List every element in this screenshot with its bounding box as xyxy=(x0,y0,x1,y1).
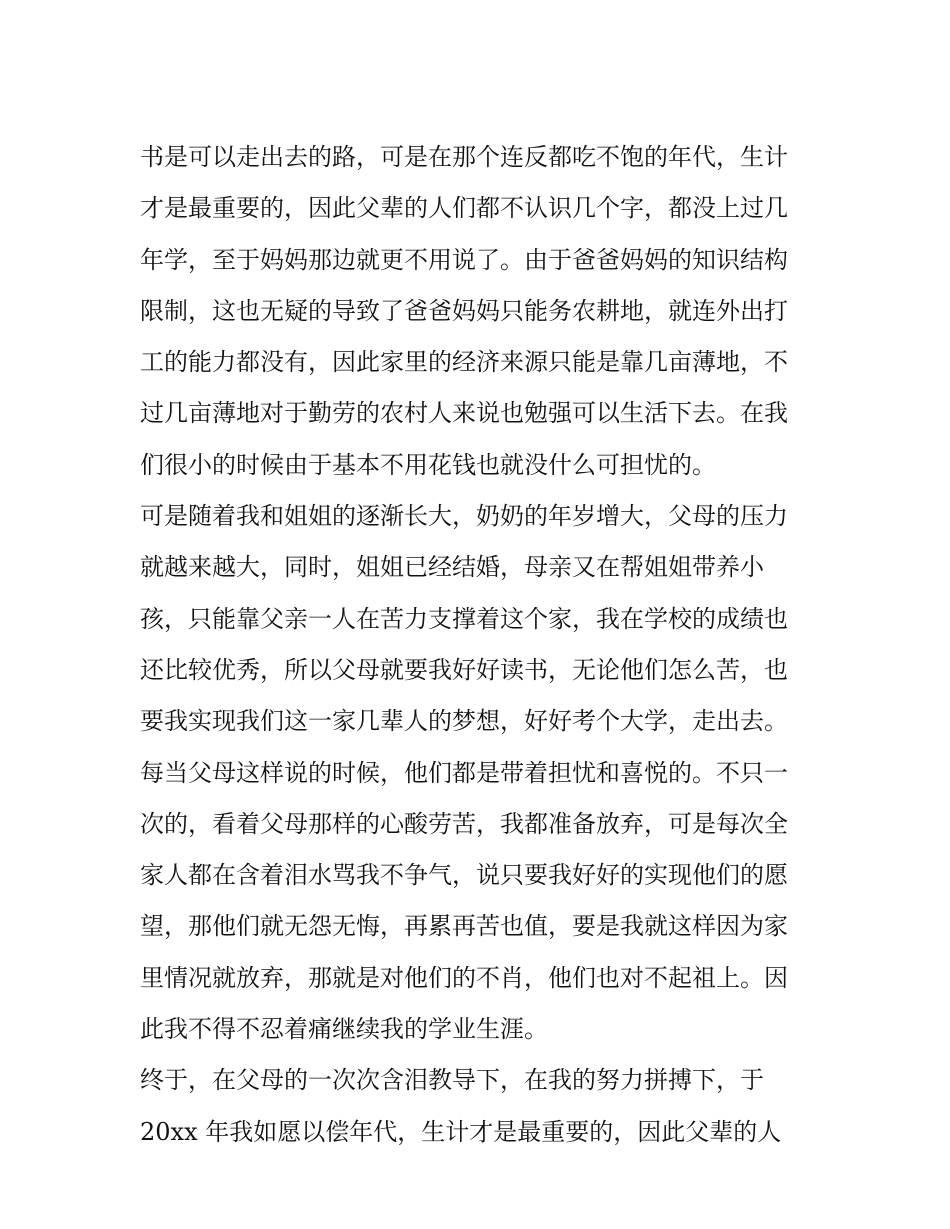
text-line-11: 还比较优秀，所以父母就要我好好读书，无论他们怎么苦，也 xyxy=(140,655,788,684)
text-line-4: 限制，这也无疑的导致了爸爸妈妈只能务农耕地，就连外出打 xyxy=(140,296,788,325)
text-line-10: 孩，只能靠父亲一人在苦力支撑着这个家，我在学校的成绩也 xyxy=(140,604,788,633)
text-line-15: 家人都在含着泪水骂我不争气，说只要我好好的实现他们的愿 xyxy=(140,861,788,890)
text-line-16: 望，那他们就无怨无悔，再累再苦也值，要是我就这样因为家 xyxy=(140,912,788,941)
text-line-2: 才是最重要的，因此父辈的人们都不认识几个字，都没上过几 xyxy=(140,194,788,223)
text-line-18: 此我不得不忍着痛继续我的学业生涯。 xyxy=(140,1015,548,1044)
text-line-20: 20xx 年我如愿以偿年代，生计才是最重要的，因此父辈的人 xyxy=(140,1117,782,1146)
text-line-19: 终于，在父母的一次次含泪教导下，在我的努力拼搏下，于 xyxy=(140,1066,764,1095)
text-line-17: 里情况就放弃，那就是对他们的不肖，他们也对不起祖上。因 xyxy=(140,963,788,992)
body-text xyxy=(140,132,820,1158)
text-line-6: 过几亩薄地对于勤劳的农村人来说也勉强可以生活下去。在我 xyxy=(140,399,788,428)
text-line-7: 们很小的时候由于基本不用花钱也就没什么可担忧的。 xyxy=(140,450,716,479)
text-line-1: 书是可以走出去的路，可是在那个连反都吃不饱的年代，生计 xyxy=(140,143,788,171)
text-line-9: 就越来越大，同时，姐姐已经结婚，母亲又在帮姐姐带养小 xyxy=(140,553,764,582)
text-line-8: 可是随着我和姐姐的逐渐长大，奶奶的年岁增大，父母的压力 xyxy=(140,502,788,531)
text-line-3: 年学，至于妈妈那边就更不用说了。由于爸爸妈妈的知识结构 xyxy=(140,245,788,274)
text-line-5: 工的能力都没有，因此家里的经济来源只能是靠几亩薄地，不 xyxy=(140,348,788,377)
text-line-13: 每当父母这样说的时候，他们都是带着担忧和喜悦的。不只一 xyxy=(140,758,788,787)
text-line-12: 要我实现我们这一家几辈人的梦想，好好考个大学，走出去。 xyxy=(140,707,788,736)
text-line-14: 次的，看着父母那样的心酸劳苦，我都准备放弃，可是每次全 xyxy=(140,809,788,838)
